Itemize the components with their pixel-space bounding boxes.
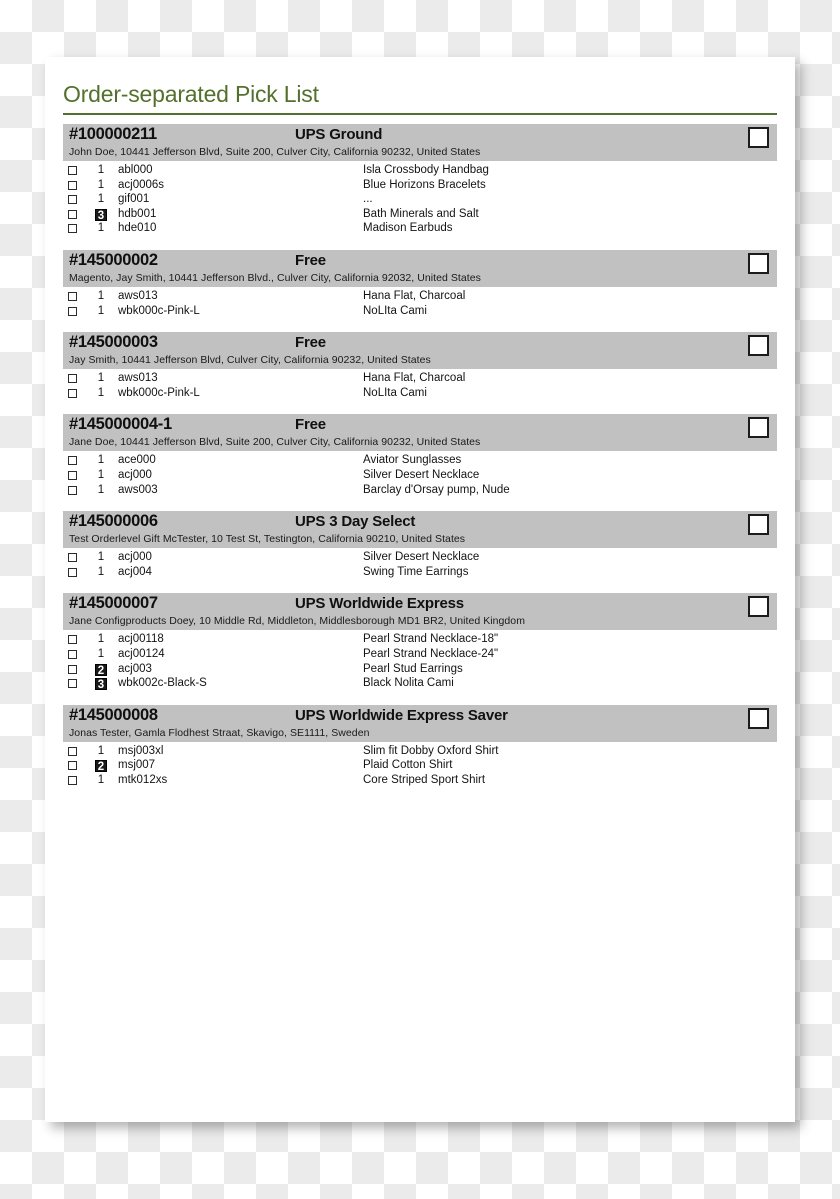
item-sku: aws003 <box>118 483 158 496</box>
order-number: #145000006 <box>69 512 158 531</box>
item-row <box>63 193 777 208</box>
item-sku: aws013 <box>118 289 158 302</box>
item-checkbox[interactable] <box>68 195 77 204</box>
item-product-name: Silver Desert Necklace <box>363 468 480 481</box>
item-checkbox[interactable] <box>68 389 77 398</box>
item-quantity: 1 <box>97 468 105 481</box>
shipping-method: UPS Worldwide Express Saver <box>295 706 508 724</box>
item-quantity: 3 <box>95 209 107 221</box>
item-checkbox[interactable] <box>68 568 77 577</box>
item-quantity: 1 <box>97 551 105 564</box>
shipping-method: Free <box>295 251 326 269</box>
item-sku: wbk000c-Pink-L <box>118 304 200 317</box>
item-quantity: 1 <box>97 178 105 191</box>
item-sku: msj007 <box>118 759 156 772</box>
item-product-name: Swing Time Earrings <box>363 565 469 578</box>
shipping-address: Magento, Jay Smith, 10441 Jefferson Blvd., Culver City, California 92032, United States <box>63 271 777 287</box>
order-number: #145000004-1 <box>69 415 172 434</box>
item-product-name: Bath Minerals and Salt <box>363 207 479 220</box>
order-checkbox[interactable] <box>748 708 769 729</box>
item-checkbox[interactable] <box>68 635 77 644</box>
item-list <box>63 161 777 237</box>
page-title: Order-separated Pick List <box>63 81 777 115</box>
item-product-name: Pearl Strand Necklace-24" <box>363 647 499 660</box>
item-list <box>63 742 777 789</box>
item-row <box>63 305 777 320</box>
item-sku: aws013 <box>118 372 158 385</box>
order-block <box>63 414 777 498</box>
item-sku: gif001 <box>118 193 150 206</box>
item-sku: acj000 <box>118 468 152 481</box>
order-block <box>63 332 777 401</box>
item-quantity: 1 <box>97 647 105 660</box>
order-list <box>63 124 777 801</box>
item-sku: mtk012xs <box>118 773 168 786</box>
item-quantity: 2 <box>95 664 107 676</box>
shipping-method: UPS Ground <box>295 126 383 143</box>
item-row <box>63 633 777 648</box>
item-product-name: Plaid Cotton Shirt <box>363 759 453 772</box>
item-quantity: 1 <box>97 164 105 176</box>
item-row <box>63 372 777 387</box>
item-product-name: Aviator Sunglasses <box>363 454 462 467</box>
item-quantity: 1 <box>97 744 105 757</box>
item-quantity: 1 <box>97 372 105 385</box>
item-list <box>63 451 777 498</box>
item-row <box>63 484 777 499</box>
item-product-name: Slim fit Dobby Oxford Shirt <box>363 744 499 757</box>
item-row <box>63 551 777 566</box>
order-number: #145000003 <box>69 333 158 352</box>
item-row <box>63 566 777 581</box>
item-product-name: Black Nolita Cami <box>363 677 454 690</box>
shipping-address: John Doe, 10441 Jefferson Blvd, Suite 200, Culver City, California 90232, United States <box>63 145 777 161</box>
order-number: #145000007 <box>69 594 158 613</box>
item-sku: acj003 <box>118 662 152 675</box>
item-row <box>63 648 777 663</box>
order-checkbox[interactable] <box>748 253 769 274</box>
item-product-name: Hana Flat, Charcoal <box>363 372 466 385</box>
shipping-method: Free <box>295 416 326 434</box>
item-checkbox[interactable] <box>68 486 77 495</box>
item-quantity: 1 <box>97 304 105 317</box>
item-list <box>63 630 777 691</box>
item-product-name: Blue Horizons Bracelets <box>363 178 486 191</box>
item-row <box>63 290 777 305</box>
item-checkbox[interactable] <box>68 776 77 785</box>
item-quantity: 1 <box>97 193 105 206</box>
order-checkbox[interactable] <box>748 514 769 535</box>
item-sku: wbk002c-Black-S <box>118 677 207 690</box>
shipping-method: UPS 3 Day Select <box>295 513 416 531</box>
shipping-address: Jane Doe, 10441 Jefferson Blvd, Suite 200, Culver City, California 90232, United States <box>63 435 777 451</box>
item-checkbox[interactable] <box>68 471 77 480</box>
item-row <box>63 454 777 469</box>
item-checkbox[interactable] <box>68 761 77 770</box>
item-checkbox[interactable] <box>68 210 77 219</box>
item-checkbox[interactable] <box>68 307 77 316</box>
item-checkbox[interactable] <box>68 166 77 175</box>
item-quantity: 1 <box>97 633 105 646</box>
item-row <box>63 208 777 223</box>
order-number: #145000008 <box>69 705 158 724</box>
item-sku: acj004 <box>118 565 152 578</box>
item-product-name: Pearl Stud Earrings <box>363 662 463 675</box>
shipping-method: Free <box>295 334 326 352</box>
item-checkbox[interactable] <box>68 553 77 562</box>
order-number: #145000002 <box>69 250 158 269</box>
order-checkbox[interactable] <box>748 127 769 148</box>
item-row <box>63 677 777 692</box>
item-list <box>63 369 777 401</box>
item-quantity: 1 <box>97 289 105 302</box>
item-sku: msj003xl <box>118 744 164 757</box>
item-checkbox[interactable] <box>68 374 77 383</box>
item-row <box>63 222 777 237</box>
item-checkbox[interactable] <box>68 456 77 465</box>
shipping-address: Jonas Tester, Gamla Flodhest Straat, Skavigo, SE1111, Sweden <box>63 726 777 742</box>
item-product-name: ... <box>363 193 373 206</box>
shipping-address: Jay Smith, 10441 Jefferson Blvd, Culver City, California 90232, United States <box>63 353 777 369</box>
item-quantity: 1 <box>97 222 105 235</box>
item-row <box>63 774 777 789</box>
order-header <box>63 332 777 353</box>
item-quantity: 1 <box>97 773 105 786</box>
item-row <box>63 387 777 402</box>
item-quantity: 1 <box>97 483 105 496</box>
item-sku: hde010 <box>118 222 157 235</box>
item-product-name: NoLIta Cami <box>363 304 427 317</box>
item-sku: hdb001 <box>118 207 157 220</box>
item-sku: acj000 <box>118 551 152 564</box>
item-quantity: 2 <box>95 760 107 772</box>
item-quantity: 1 <box>97 386 105 399</box>
item-checkbox[interactable] <box>68 181 77 190</box>
item-list <box>63 287 777 319</box>
item-product-name: Pearl Strand Necklace-18" <box>363 633 499 646</box>
order-block <box>63 511 777 580</box>
item-sku: acj00124 <box>118 647 165 660</box>
item-checkbox[interactable] <box>68 292 77 301</box>
order-header <box>63 250 777 271</box>
order-checkbox[interactable] <box>748 335 769 356</box>
item-checkbox[interactable] <box>68 679 77 688</box>
item-row <box>63 164 777 179</box>
item-product-name: NoLIta Cami <box>363 386 427 399</box>
order-block <box>63 593 777 691</box>
item-checkbox[interactable] <box>68 747 77 756</box>
item-product-name: Hana Flat, Charcoal <box>363 289 466 302</box>
shipping-address: Jane Configproducts Doey, 10 Middle Rd, Middleton, Middlesborough MD1 BR2, United Kingdom <box>63 614 777 630</box>
item-checkbox[interactable] <box>68 665 77 674</box>
shipping-address: Test Orderlevel Gift McTester, 10 Test St, Testington, California 90210, United States <box>63 532 777 548</box>
order-block <box>63 250 777 319</box>
item-checkbox[interactable] <box>68 650 77 659</box>
order-block <box>63 705 777 789</box>
item-sku: ace000 <box>118 454 156 467</box>
item-product-name: Madison Earbuds <box>363 222 453 235</box>
item-product-name: Isla Crossbody Handbag <box>363 164 489 176</box>
order-header <box>63 414 777 435</box>
item-product-name: Barclay d'Orsay pump, Nude <box>363 483 510 496</box>
order-number: #100000211 <box>69 125 157 143</box>
item-quantity: 1 <box>97 565 105 578</box>
item-row <box>63 663 777 678</box>
item-quantity: 1 <box>97 454 105 467</box>
item-sku: acj0006s <box>118 178 165 191</box>
item-product-name: Core Striped Sport Shirt <box>363 773 486 786</box>
item-sku: abl000 <box>118 164 153 176</box>
item-sku: wbk000c-Pink-L <box>118 386 200 399</box>
order-header <box>63 593 777 614</box>
order-checkbox[interactable] <box>748 596 769 617</box>
item-row <box>63 179 777 194</box>
shipping-method: UPS Worldwide Express <box>295 595 464 613</box>
item-product-name: Silver Desert Necklace <box>363 551 480 564</box>
order-header <box>63 124 777 145</box>
item-checkbox[interactable] <box>68 224 77 233</box>
item-sku: acj00118 <box>118 633 164 646</box>
item-row <box>63 745 777 760</box>
order-header <box>63 705 777 726</box>
item-row <box>63 759 777 774</box>
item-row <box>63 469 777 484</box>
item-list <box>63 548 777 580</box>
pick-list-page <box>45 57 795 1122</box>
order-header <box>63 511 777 532</box>
item-quantity: 3 <box>95 678 107 690</box>
order-block <box>63 124 777 237</box>
order-checkbox[interactable] <box>748 417 769 438</box>
